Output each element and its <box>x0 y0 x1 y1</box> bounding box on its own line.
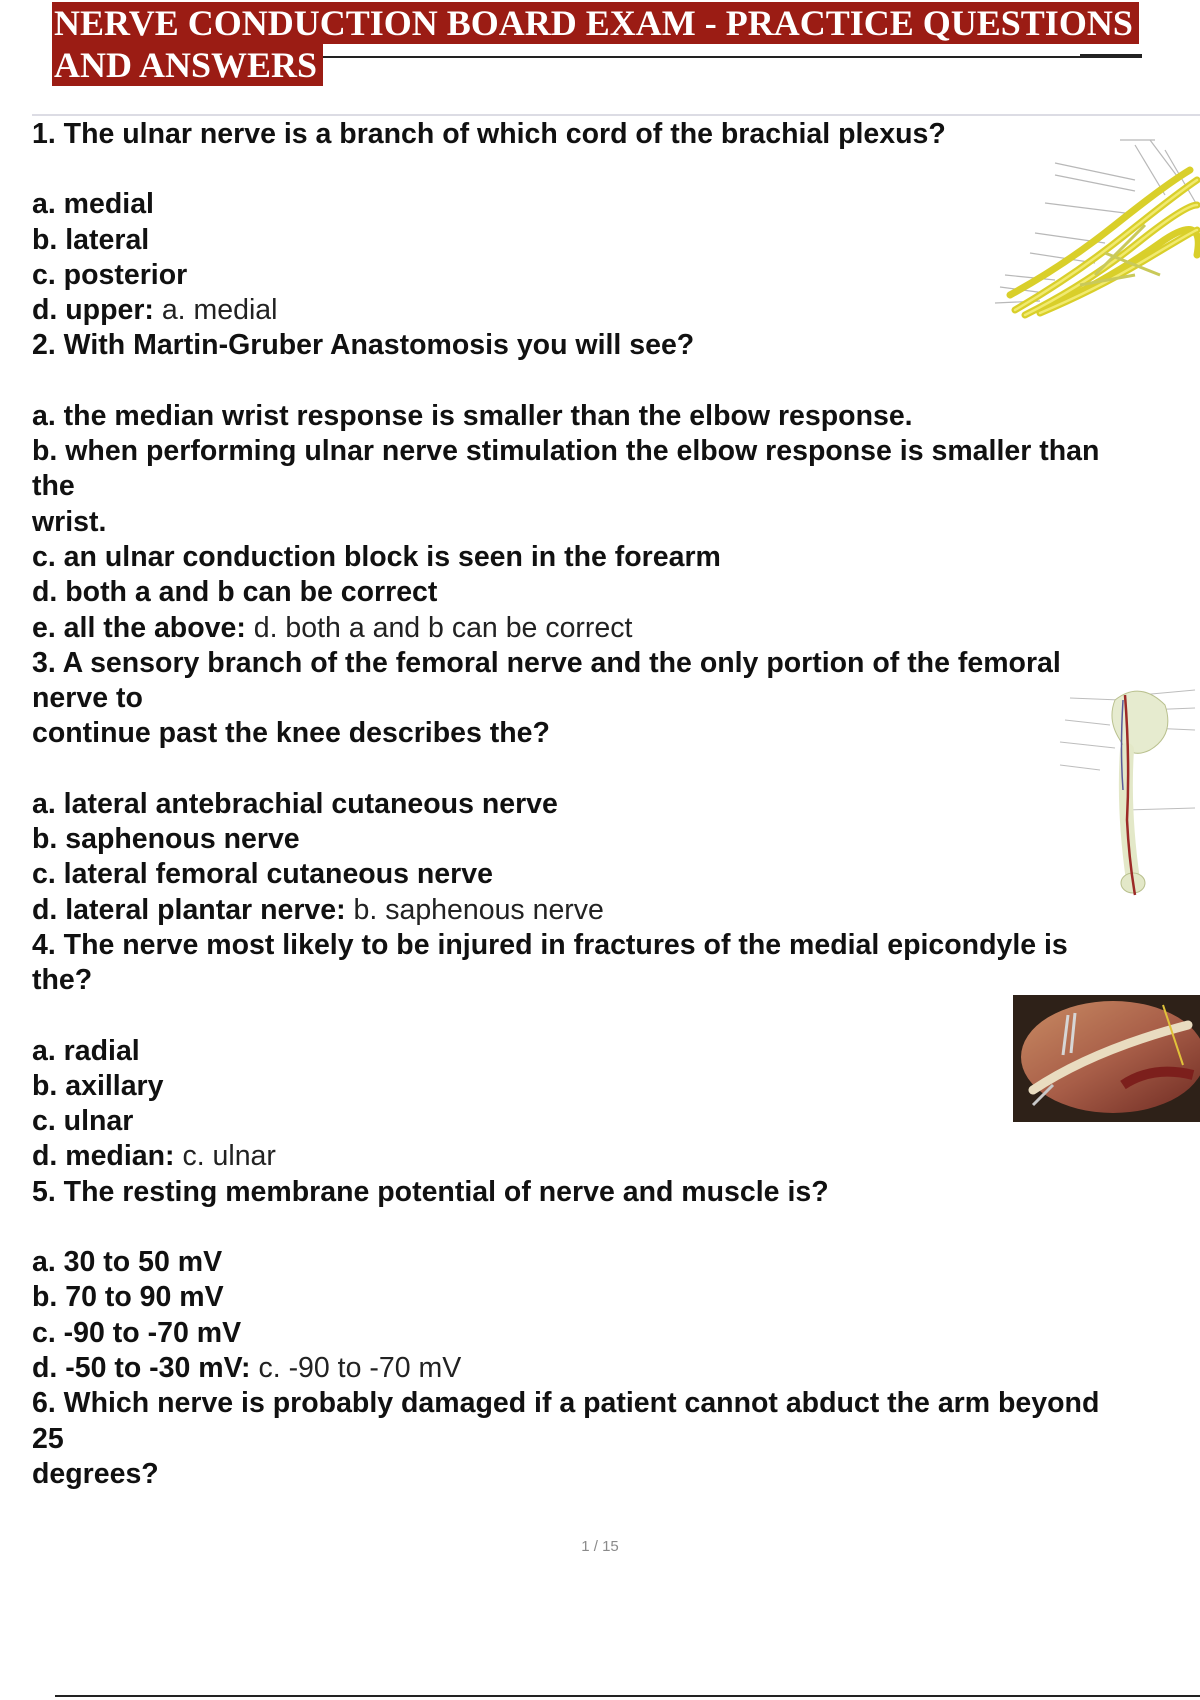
question-block <box>32 1175 1200 1386</box>
option: c. ulnar <box>32 1105 134 1138</box>
title-underline <box>323 56 1142 58</box>
brachial-plexus-illustration-icon <box>985 125 1200 325</box>
option-with-answer <box>32 1139 1200 1174</box>
option: b. 70 to 90 mV <box>32 1281 224 1314</box>
option: e. all the above: <box>32 611 246 644</box>
surgical-photo-icon <box>1013 995 1200 1122</box>
femoral-nerve-illustration-icon <box>1045 680 1200 905</box>
option: wrist. <box>32 505 107 538</box>
question-block <box>32 328 1200 645</box>
question-text: continue past the knee describes the? <box>32 717 550 750</box>
option: a. radial <box>32 1034 140 1067</box>
option: c. lateral femoral cutaneous nerve <box>32 858 493 891</box>
option: c. an ulnar conduction block is seen in the forearm <box>32 540 721 573</box>
answer: c. ulnar <box>182 1140 276 1173</box>
question-text: the? <box>32 964 93 997</box>
option: b. lateral <box>32 223 150 256</box>
option-with-answer <box>32 611 1200 646</box>
option: d. both a and b can be correct <box>32 576 438 609</box>
option: c. posterior <box>32 258 188 291</box>
title-line-2: AND ANSWERS <box>52 44 323 86</box>
question-text: 3. A sensory branch of the femoral nerve and the only portion of the femoral <box>32 646 1061 679</box>
footer-rule <box>55 1695 1200 1697</box>
answer: b. saphenous nerve <box>353 893 604 926</box>
question-text: 5. The resting membrane potential of nerve and muscle is? <box>32 1175 829 1208</box>
question-text: 6. Which nerve is probably damaged if a patient cannot abduct the arm beyond <box>32 1387 1100 1420</box>
question-text: 4. The nerve most likely to be injured in fractures of the medial epicondyle is <box>32 928 1068 961</box>
option-with-answer <box>32 893 1200 928</box>
document-title <box>52 2 1142 86</box>
answer: c. -90 to -70 mV <box>258 1351 462 1384</box>
answer: a. medial <box>161 294 278 327</box>
option: a. medial <box>32 188 154 221</box>
question-text: 25 <box>32 1422 64 1455</box>
question-text: 2. With Martin-Gruber Anastomosis you will see? <box>32 329 695 362</box>
option: b. axillary <box>32 1069 164 1102</box>
option: d. lateral plantar nerve: <box>32 893 346 926</box>
option: d. median: <box>32 1140 175 1173</box>
question-text: nerve to <box>32 682 143 715</box>
question-text: 1. The ulnar nerve is a branch of which cord of the brachial plexus? <box>32 118 946 150</box>
page-number: 1 / 15 <box>581 1538 619 1555</box>
option-with-answer <box>32 1351 1200 1386</box>
answer: d. both a and b can be correct <box>253 611 633 644</box>
option: the <box>32 470 75 503</box>
option: a. lateral antebrachial cutaneous nerve <box>32 787 558 820</box>
option: a. 30 to 50 mV <box>32 1246 223 1279</box>
option: b. when performing ulnar nerve stimulation the elbow response is smaller than <box>32 435 1100 468</box>
header-separator <box>32 114 1200 116</box>
question-block <box>32 646 1200 928</box>
option: d. -50 to -30 mV: <box>32 1351 251 1384</box>
option: d. upper: <box>32 294 154 327</box>
question-block <box>32 1386 1200 1492</box>
option: c. -90 to -70 mV <box>32 1316 242 1349</box>
question-text: degrees? <box>32 1457 159 1490</box>
title-line-1: NERVE CONDUCTION BOARD EXAM - PRACTICE QUESTIONS <box>52 2 1139 44</box>
option: b. saphenous nerve <box>32 823 300 856</box>
title-rule <box>1080 54 1142 56</box>
option: a. the median wrist response is smaller than the elbow response. <box>32 399 913 432</box>
